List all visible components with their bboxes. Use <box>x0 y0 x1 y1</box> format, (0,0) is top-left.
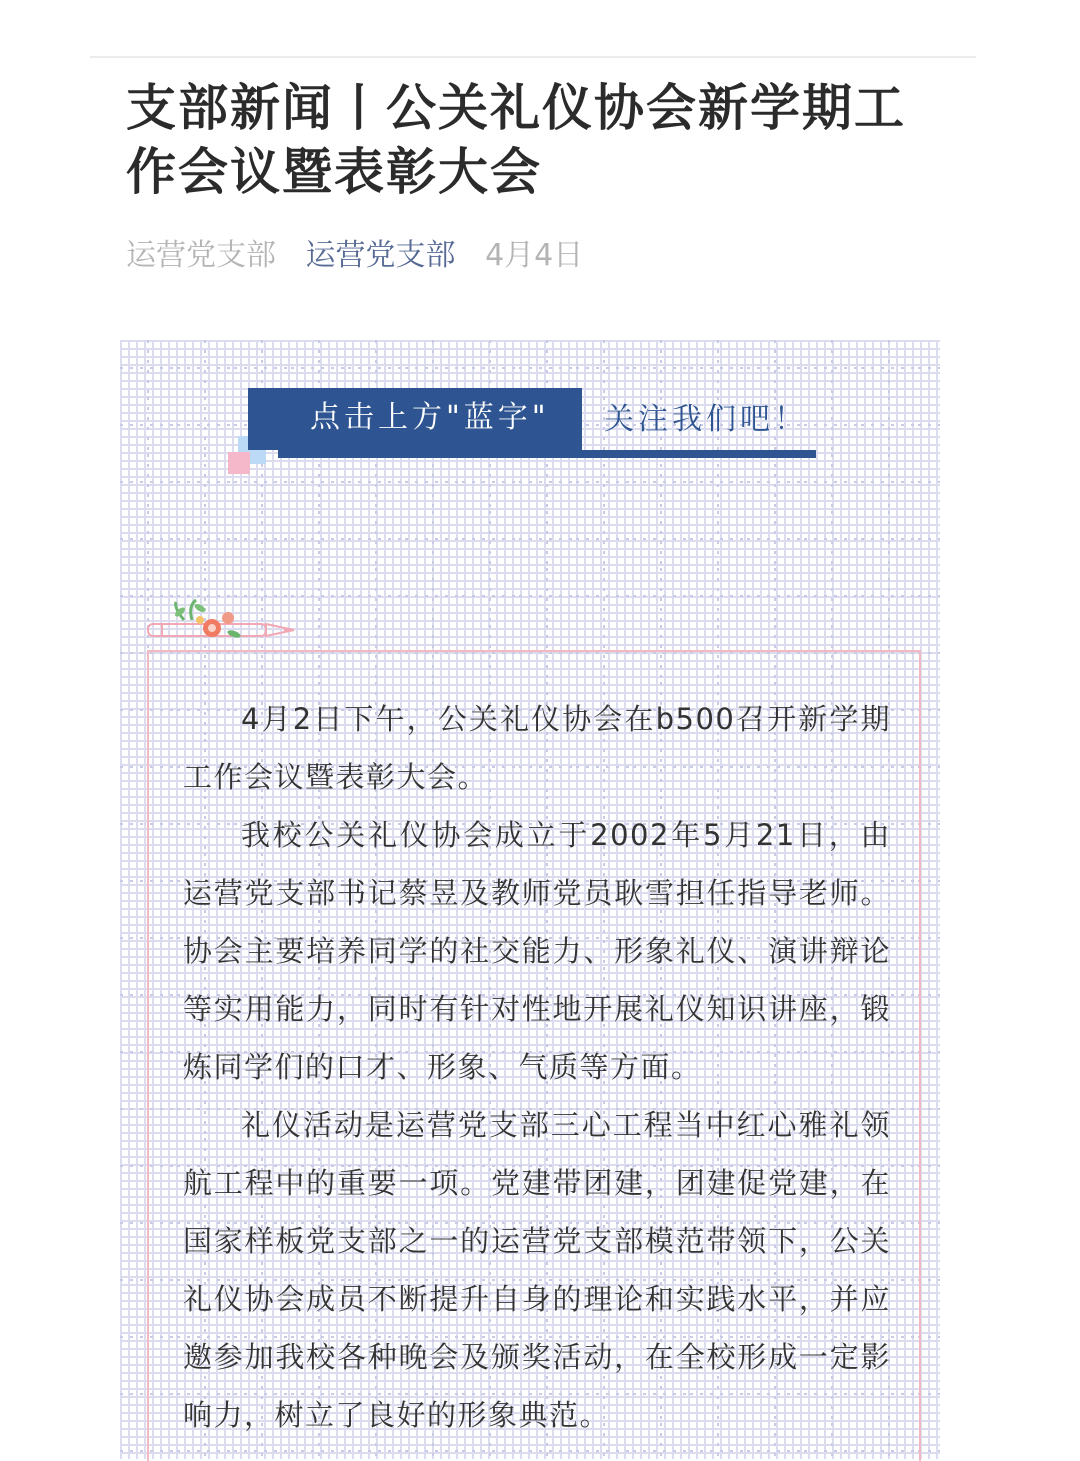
pencil-flower-icon <box>144 598 300 648</box>
account-link[interactable]: 运营党支部 <box>305 238 456 273</box>
top-divider <box>90 56 976 58</box>
deco-square-pink <box>228 452 250 474</box>
paragraph: 4月2日下午，公关礼仪协会在b500召开新学期工作会议暨表彰大会。 <box>183 702 891 794</box>
banner-dark-block <box>248 388 582 450</box>
paragraph: 我校公关礼仪协会成立于2002年5月21日，由运营党支部书记蔡昱及教师党员耿雪担任指导老师。协会主要培养同学的社交能力、形象礼仪、演讲辩论等实用能力，同时有针对性地开展礼仪知识讲座，锻炼同学们的口才、形象、气质等方面。 <box>183 818 891 1084</box>
banner-left-text: 点击上方"蓝字" <box>310 400 550 435</box>
paragraph: 礼仪活动是运营党支部三心工程当中红心雅礼领航工程中的重要一项。党建带团建，团建促党建，在国家样板党支部之一的运营党支部模范带领下，公关礼仪协会成员不断提升自身的理论和实践水平，并应邀参加我校各种晚会及颁奖活动，在全校形成一定影响力，树立了良好的形象典范。 <box>183 1108 891 1432</box>
content-card <box>120 340 940 1459</box>
banner-underline <box>278 450 816 458</box>
publish-date: 4月4日 <box>485 238 584 273</box>
author-name: 运营党支部 <box>126 238 276 273</box>
follow-banner[interactable] <box>248 388 818 508</box>
text-frame <box>147 650 921 1461</box>
article-title: 支部新闻丨公关礼仪协会新学期工作会议暨表彰大会 <box>126 79 906 201</box>
follow-us-text[interactable]: 关注我们吧！ <box>604 402 808 437</box>
article-body <box>183 690 891 1444</box>
article-meta <box>126 234 603 278</box>
